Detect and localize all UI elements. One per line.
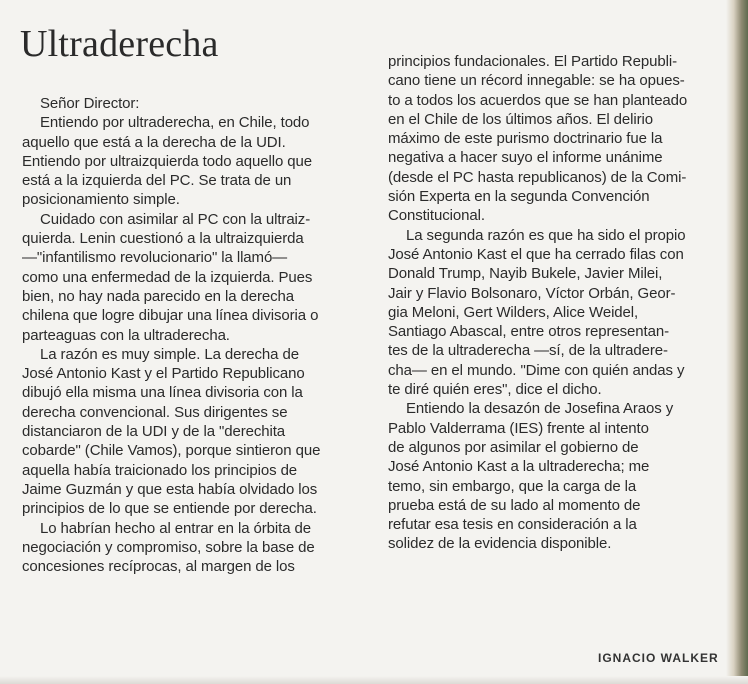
text-line: quierda. Lenin cuestionó a la ultraizquierda <box>22 230 304 248</box>
text-line: La segunda razón es que ha sido el propio <box>406 226 686 244</box>
text-line: Santiago Abascal, entre otros representan- <box>388 323 669 341</box>
text-line: concesiones recíprocas, al margen de los <box>22 558 295 576</box>
text-line: gia Meloni, Gert Wilders, Alice Weidel, <box>388 303 639 321</box>
text-line: Jair y Flavio Bolsonaro, Víctor Orbán, Geor- <box>388 284 676 302</box>
text-line: posicionamiento simple. <box>22 191 180 209</box>
text-line: máximo de este purismo doctrinario fue la <box>388 130 663 148</box>
text-line: aquello que está a la derecha de la UDI. <box>22 133 286 151</box>
text-line: Entiendo por ultraderecha, en Chile, todo <box>40 114 310 132</box>
text-line: prueba está de su lado al momento de <box>388 496 641 514</box>
text-line: to a todos los acuerdos que se han planteado <box>388 91 688 109</box>
text-line: distanciaron de la UDI y de la "derechita <box>22 423 286 441</box>
text-line: dibujó ella misma una línea divisoria con la <box>22 384 303 402</box>
text-line: Donald Trump, Nayib Bukele, Javier Milei, <box>388 265 663 283</box>
text-line: derecha convencional. Sus dirigentes se <box>22 403 288 421</box>
text-line: bien, no hay nada parecido en la derecha <box>22 287 295 305</box>
text-line: (desde el PC hasta republicanos) de la Comi- <box>388 168 687 186</box>
article-title: Ultraderecha <box>20 23 219 65</box>
text-line: cha— en el mundo. "Dime con quién andas y <box>388 361 685 379</box>
text-line: Entiendo la desazón de Josefina Araos y <box>406 400 674 418</box>
text-line: negativa a hacer suyo el informe unánime <box>388 149 663 167</box>
text-line: cano tiene un récord innegable: se ha opues- <box>388 72 685 90</box>
text-line: como una enfermedad de la izquierda. Pues <box>22 268 313 286</box>
page-shadow <box>0 676 748 684</box>
text-line: de algunos por asimilar el gobierno de <box>388 438 639 456</box>
text-line: José Antonio Kast el que ha cerrado filas con <box>388 245 684 263</box>
text-line: José Antonio Kast y el Partido Republicano <box>22 365 305 383</box>
text-line: Cuidado con asimilar al PC con la ultraiz- <box>40 210 311 228</box>
text-line: cobarde" (Chile Vamos), porque sintieron que <box>22 442 321 460</box>
text-line: Jaime Guzmán y que esta había olvidado los <box>22 480 318 498</box>
text-line: José Antonio Kast a la ultraderecha; me <box>388 458 650 476</box>
text-line: sión Experta en la segunda Convención <box>388 188 650 206</box>
column-left <box>22 94 357 576</box>
text-line: Entiendo por ultraizquierda todo aquello que <box>22 152 312 170</box>
text-line: Constitucional. <box>388 207 485 225</box>
text-line: está a la izquierda del PC. Se trata de un <box>22 172 292 190</box>
text-line: aquella había traicionado los principios de <box>22 461 298 479</box>
text-line: principios fundacionales. El Partido Republi- <box>388 53 677 70</box>
text-line: Pablo Valderrama (IES) frente al intento <box>388 419 649 437</box>
column-right <box>388 52 718 554</box>
text-line: parteaguas con la ultraderecha. <box>22 326 230 344</box>
background-edge <box>726 0 748 684</box>
text-line: —"infantilismo revolucionario" la llamó— <box>22 249 288 267</box>
text-line: en el Chile de los últimos años. El delirio <box>388 110 654 128</box>
text-line: refutar esa tesis en consideración a la <box>388 516 637 534</box>
text-line: Lo habrían hecho al entrar en la órbita de <box>40 519 311 537</box>
text-line: principios de lo que se entiende por derecha. <box>22 500 317 518</box>
text-line: te diré quién eres", dice el dicho. <box>388 381 602 399</box>
text-line: temo, sin embargo, que la carga de la <box>388 477 637 495</box>
text-line: solidez de la evidencia disponible. <box>388 535 612 553</box>
text-line: negociación y compromiso, sobre la base de <box>22 538 315 556</box>
text-line: chilena que logre dibujar una línea divisoria o <box>22 307 319 325</box>
text-line: Señor Director: <box>40 95 140 112</box>
author-signature: IGNACIO WALKER <box>598 651 719 665</box>
text-line: La razón es muy simple. La derecha de <box>40 345 299 363</box>
text-line: tes de la ultraderecha —sí, de la ultradere- <box>388 342 668 360</box>
